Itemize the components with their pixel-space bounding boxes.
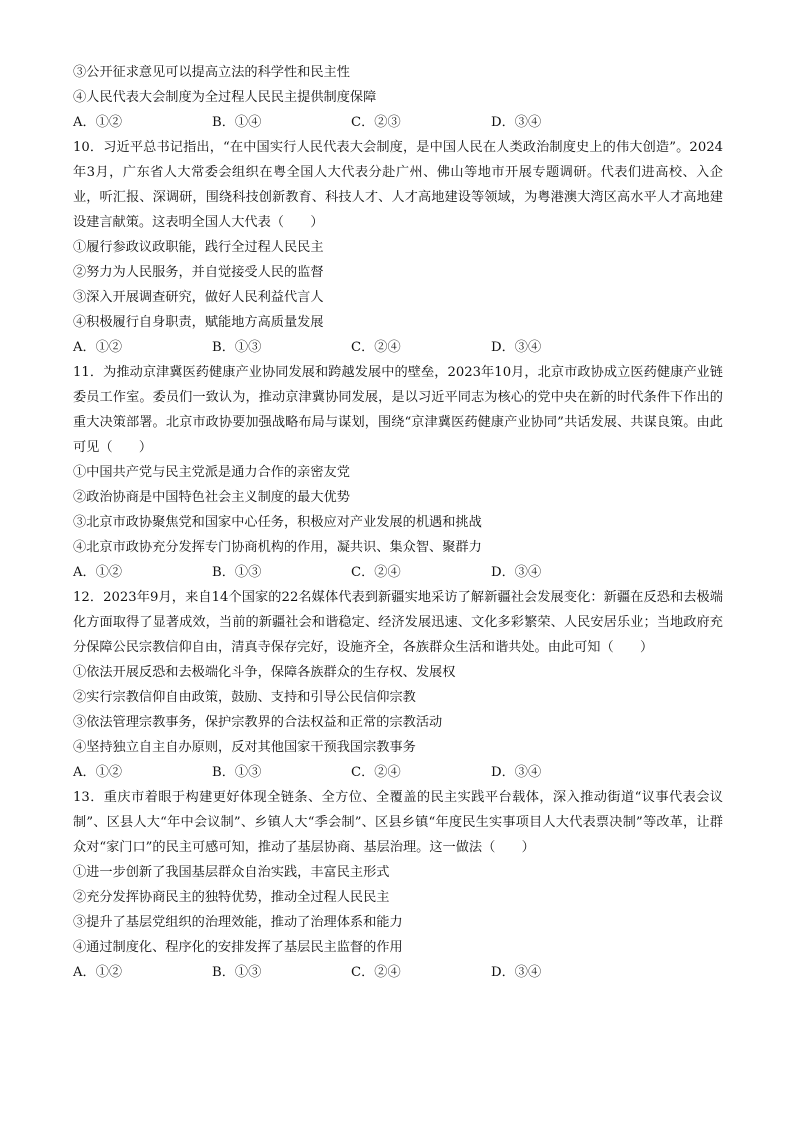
choice-item: ①中国共产党与民主党派是通力合作的亲密友党 xyxy=(73,465,350,480)
question-9-tail xyxy=(73,60,723,135)
option-c[interactable]: C．②④ xyxy=(351,765,401,780)
option-c[interactable]: C．②④ xyxy=(351,565,401,580)
answer-options xyxy=(73,560,723,585)
question-stem: 10．习近平总书记指出，“在中国实行人民代表大会制度，是中国人民在人类政治制度史上的伟大创造”。2024年3月，广东省人大常委会组织在粤全国人大代表分赴广州、佛山等地市开展专题调研。代表们进高校、入企业，听汇报、深调研，围绕科技创新教育、科技人才、人才高地建设等领域，为粤港澳大湾区高水平人才高地建设建言献策。这表明全国人大代表（ ） xyxy=(73,140,723,230)
choice-item: ③提升了基层党组织的治理效能，推动了治理体系和能力 xyxy=(73,915,403,930)
option-b[interactable]: B．①④ xyxy=(212,115,262,130)
choice-item: ④人民代表大会制度为全过程人民民主提供制度保障 xyxy=(73,90,377,105)
option-b[interactable]: B．①③ xyxy=(212,565,262,580)
answer-options xyxy=(73,960,723,985)
answer-options xyxy=(73,335,723,360)
question-12 xyxy=(73,585,723,785)
option-b[interactable]: B．①③ xyxy=(212,965,262,980)
choice-item: ④北京市政协充分发挥专门协商机构的作用，凝共识、集众智、聚群力 xyxy=(73,540,482,555)
option-c[interactable]: C．②③ xyxy=(351,115,401,130)
choice-item: ③深入开展调查研究，做好人民利益代言人 xyxy=(73,290,324,305)
option-d[interactable]: D．③④ xyxy=(491,965,542,980)
option-d[interactable]: D．③④ xyxy=(491,765,542,780)
choice-item: ①依法开展反恐和去极端化斗争，保障各族群众的生存权、发展权 xyxy=(73,665,456,680)
answer-options xyxy=(73,110,723,135)
choice-item: ③北京市政协聚焦党和国家中心任务，积极应对产业发展的机遇和挑战 xyxy=(73,515,482,530)
option-a[interactable]: A．①② xyxy=(73,115,123,130)
option-a[interactable]: A．①② xyxy=(73,565,123,580)
choice-item: ②政治协商是中国特色社会主义制度的最大优势 xyxy=(73,490,350,505)
choice-item: ④通过制度化、程序化的安排发挥了基层民主监督的作用 xyxy=(73,940,403,955)
option-c[interactable]: C．②④ xyxy=(351,340,401,355)
option-a[interactable]: A．①② xyxy=(73,965,123,980)
question-11 xyxy=(73,360,723,585)
option-b[interactable]: B．①③ xyxy=(212,765,262,780)
option-c[interactable]: C．②④ xyxy=(351,965,401,980)
option-a[interactable]: A．①② xyxy=(73,340,123,355)
page-content xyxy=(73,60,723,985)
choice-item: ③公开征求意见可以提高立法的科学性和民主性 xyxy=(73,65,350,80)
question-13 xyxy=(73,785,723,985)
option-d[interactable]: D．③④ xyxy=(491,340,542,355)
option-a[interactable]: A．①② xyxy=(73,765,123,780)
choice-item: ④坚持独立自主自办原则，反对其他国家干预我国宗教事务 xyxy=(73,740,416,755)
question-stem: 12．2023年9月，来自14个国家的22名媒体代表到新疆实地采访了解新疆社会发展变化：新疆在反恐和去极端化方面取得了显著成效，当前的新疆社会和谐稳定、经济发展迅速、文化多彩繁荣、人民安居乐业；当地政府充分保障公民宗教信仰自由，清真寺保存完好，设施齐全，各族群众生活和谐共处。由此可知（ ） xyxy=(73,590,723,655)
choice-item: ②实行宗教信仰自由政策，鼓励、支持和引导公民信仰宗教 xyxy=(73,690,416,705)
option-d[interactable]: D．③④ xyxy=(491,115,542,130)
question-10 xyxy=(73,135,723,360)
choice-item: ②充分发挥协商民主的独特优势，推动全过程人民民主 xyxy=(73,890,390,905)
choice-item: ③依法管理宗教事务，保护宗教界的合法权益和正常的宗教活动 xyxy=(73,715,443,730)
choice-item: ①进一步创新了我国基层群众自治实践，丰富民主形式 xyxy=(73,865,390,880)
choice-item: ④积极履行自身职责，赋能地方高质量发展 xyxy=(73,315,324,330)
choice-item: ②努力为人民服务，并自觉接受人民的监督 xyxy=(73,265,324,280)
option-d[interactable]: D．③④ xyxy=(491,565,542,580)
option-b[interactable]: B．①③ xyxy=(212,340,262,355)
answer-options xyxy=(73,760,723,785)
choice-item: ①履行参政议政职能，践行全过程人民民主 xyxy=(73,240,324,255)
question-stem: 11．为推动京津冀医药健康产业协同发展和跨越发展中的壁垒，2023年10月，北京市政协成立医药健康产业链委员工作室。委员们一致认为，推动京津冀协同发展，是以习近平同志为核心的党中央在新的时代条件下作出的重大决策部署。北京市政协要加强战略布局与谋划，围绕“京津冀医药健康产业协同”共话发展、共谋良策。由此可见（ ） xyxy=(73,365,723,455)
question-stem: 13．重庆市着眼于构建更好体现全链条、全方位、全覆盖的民主实践平台载体，深入推动街道“议事代表会议制”、区县人大“年中会议制”、乡镇人大“季会制”、区县乡镇“年度民生实事项目人大代表票决制”等改革，让群众对“家门口”的民主可感可知，推动了基层协商、基层治理。这一做法（ ） xyxy=(73,790,723,855)
